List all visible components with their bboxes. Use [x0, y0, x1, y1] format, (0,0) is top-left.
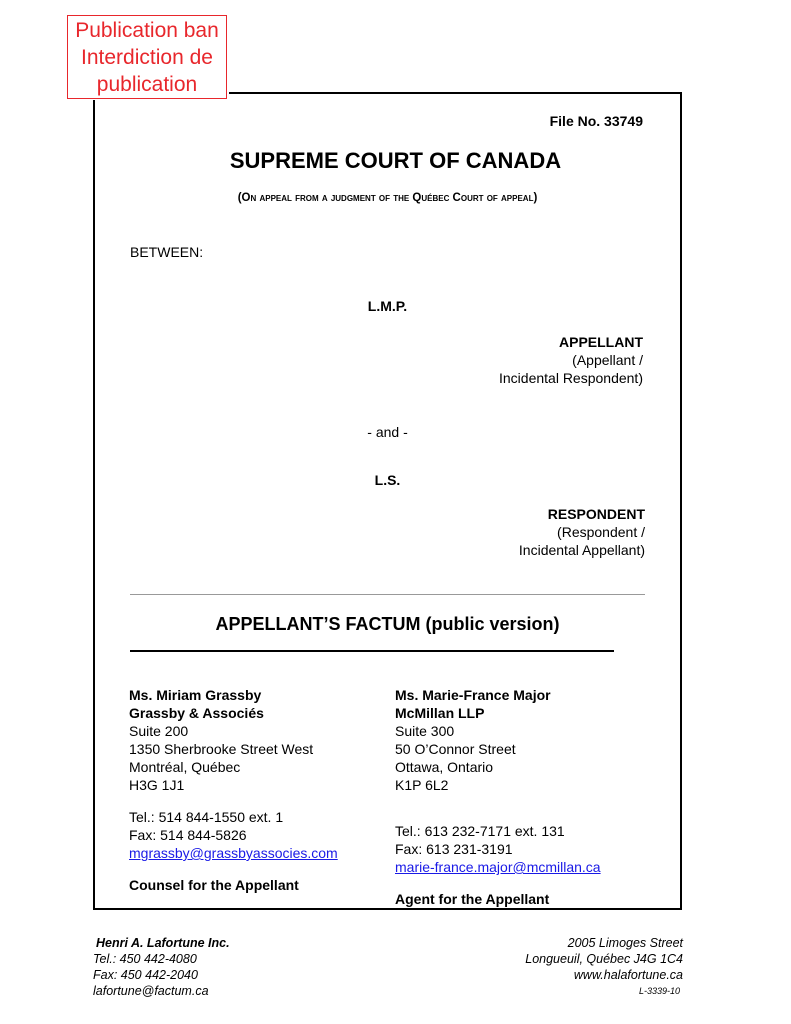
stamp-line-3: publication — [96, 73, 198, 96]
and-separator: - and - — [367, 424, 408, 440]
file-number: File No. 33749 — [549, 113, 643, 129]
counsel-role: Counsel for the Appellant — [129, 877, 299, 893]
counsel-city: Montréal, Québec — [129, 759, 241, 775]
appellant-subrole-1: (Appellant / — [572, 352, 643, 368]
agent-street: 50 O’Connor Street — [395, 741, 516, 757]
divider-bottom — [130, 650, 614, 652]
respondent-role: RESPONDENT — [547, 506, 645, 522]
counsel-name: Ms. Miriam Grassby — [129, 687, 262, 703]
counsel-postal: H3G 1J1 — [129, 777, 185, 793]
agent-postal: K1P 6L2 — [395, 777, 449, 793]
respondent-name: L.S. — [374, 472, 401, 488]
footer-code: L-3339-10 — [638, 986, 680, 996]
appellant-role: APPELLANT — [559, 334, 643, 350]
counsel-email-link[interactable]: mgrassby@grassbyassocies.com — [129, 845, 338, 861]
appeal-subtitle: (On appeal from a judgment of the Québec Court of appeal) — [237, 192, 538, 204]
agent-fax: Fax: 613 231-3191 — [395, 841, 513, 857]
respondent-subrole-2: Incidental Appellant) — [518, 542, 645, 558]
appellant-subrole-2: Incidental Respondent) — [499, 370, 643, 386]
respondent-subrole-1: (Respondent / — [557, 524, 645, 540]
counsel-block-right — [395, 686, 601, 908]
footer-left — [93, 935, 230, 999]
footer-city: Longueuil, Québec J4G 1C4 — [525, 952, 683, 966]
publication-ban-stamp — [67, 15, 227, 99]
factum-title: APPELLANT’S FACTUM (public version) — [215, 614, 560, 634]
counsel-street: 1350 Sherbrooke Street West — [129, 741, 314, 757]
agent-suite: Suite 300 — [395, 723, 455, 739]
agent-email-link[interactable]: marie-france.major@mcmillan.ca — [395, 859, 601, 875]
court-title: SUPREME COURT OF CANADA — [229, 148, 562, 173]
stamp-line-2: Interdiction de — [81, 46, 213, 69]
footer-tel: Tel.: 450 442-4080 — [93, 952, 197, 966]
counsel-block-left — [129, 686, 338, 894]
counsel-suite: Suite 200 — [129, 723, 189, 739]
stamp-line-1: Publication ban — [75, 19, 219, 42]
footer-street: 2005 Limoges Street — [567, 936, 683, 950]
footer-company: Henri A. Lafortune Inc. — [96, 936, 230, 950]
counsel-fax: Fax: 514 844-5826 — [129, 827, 247, 843]
footer-email: lafortune@factum.ca — [93, 984, 209, 998]
counsel-tel: Tel.: 514 844-1550 ext. 1 — [129, 809, 284, 825]
footer-website: www.halafortune.ca — [573, 968, 683, 982]
footer-fax: Fax: 450 442-2040 — [93, 968, 198, 982]
divider-top — [130, 594, 645, 595]
agent-role: Agent for the Appellant — [395, 891, 550, 907]
appellant-name: L.M.P. — [367, 298, 408, 314]
agent-tel: Tel.: 613 232-7171 ext. 131 — [395, 823, 565, 839]
agent-firm: McMillan LLP — [395, 705, 485, 721]
agent-name: Ms. Marie-France Major — [395, 687, 551, 703]
between-label: BETWEEN: — [130, 244, 204, 260]
counsel-firm: Grassby & Associés — [129, 705, 264, 721]
agent-city: Ottawa, Ontario — [395, 759, 494, 775]
footer-right — [525, 935, 683, 999]
